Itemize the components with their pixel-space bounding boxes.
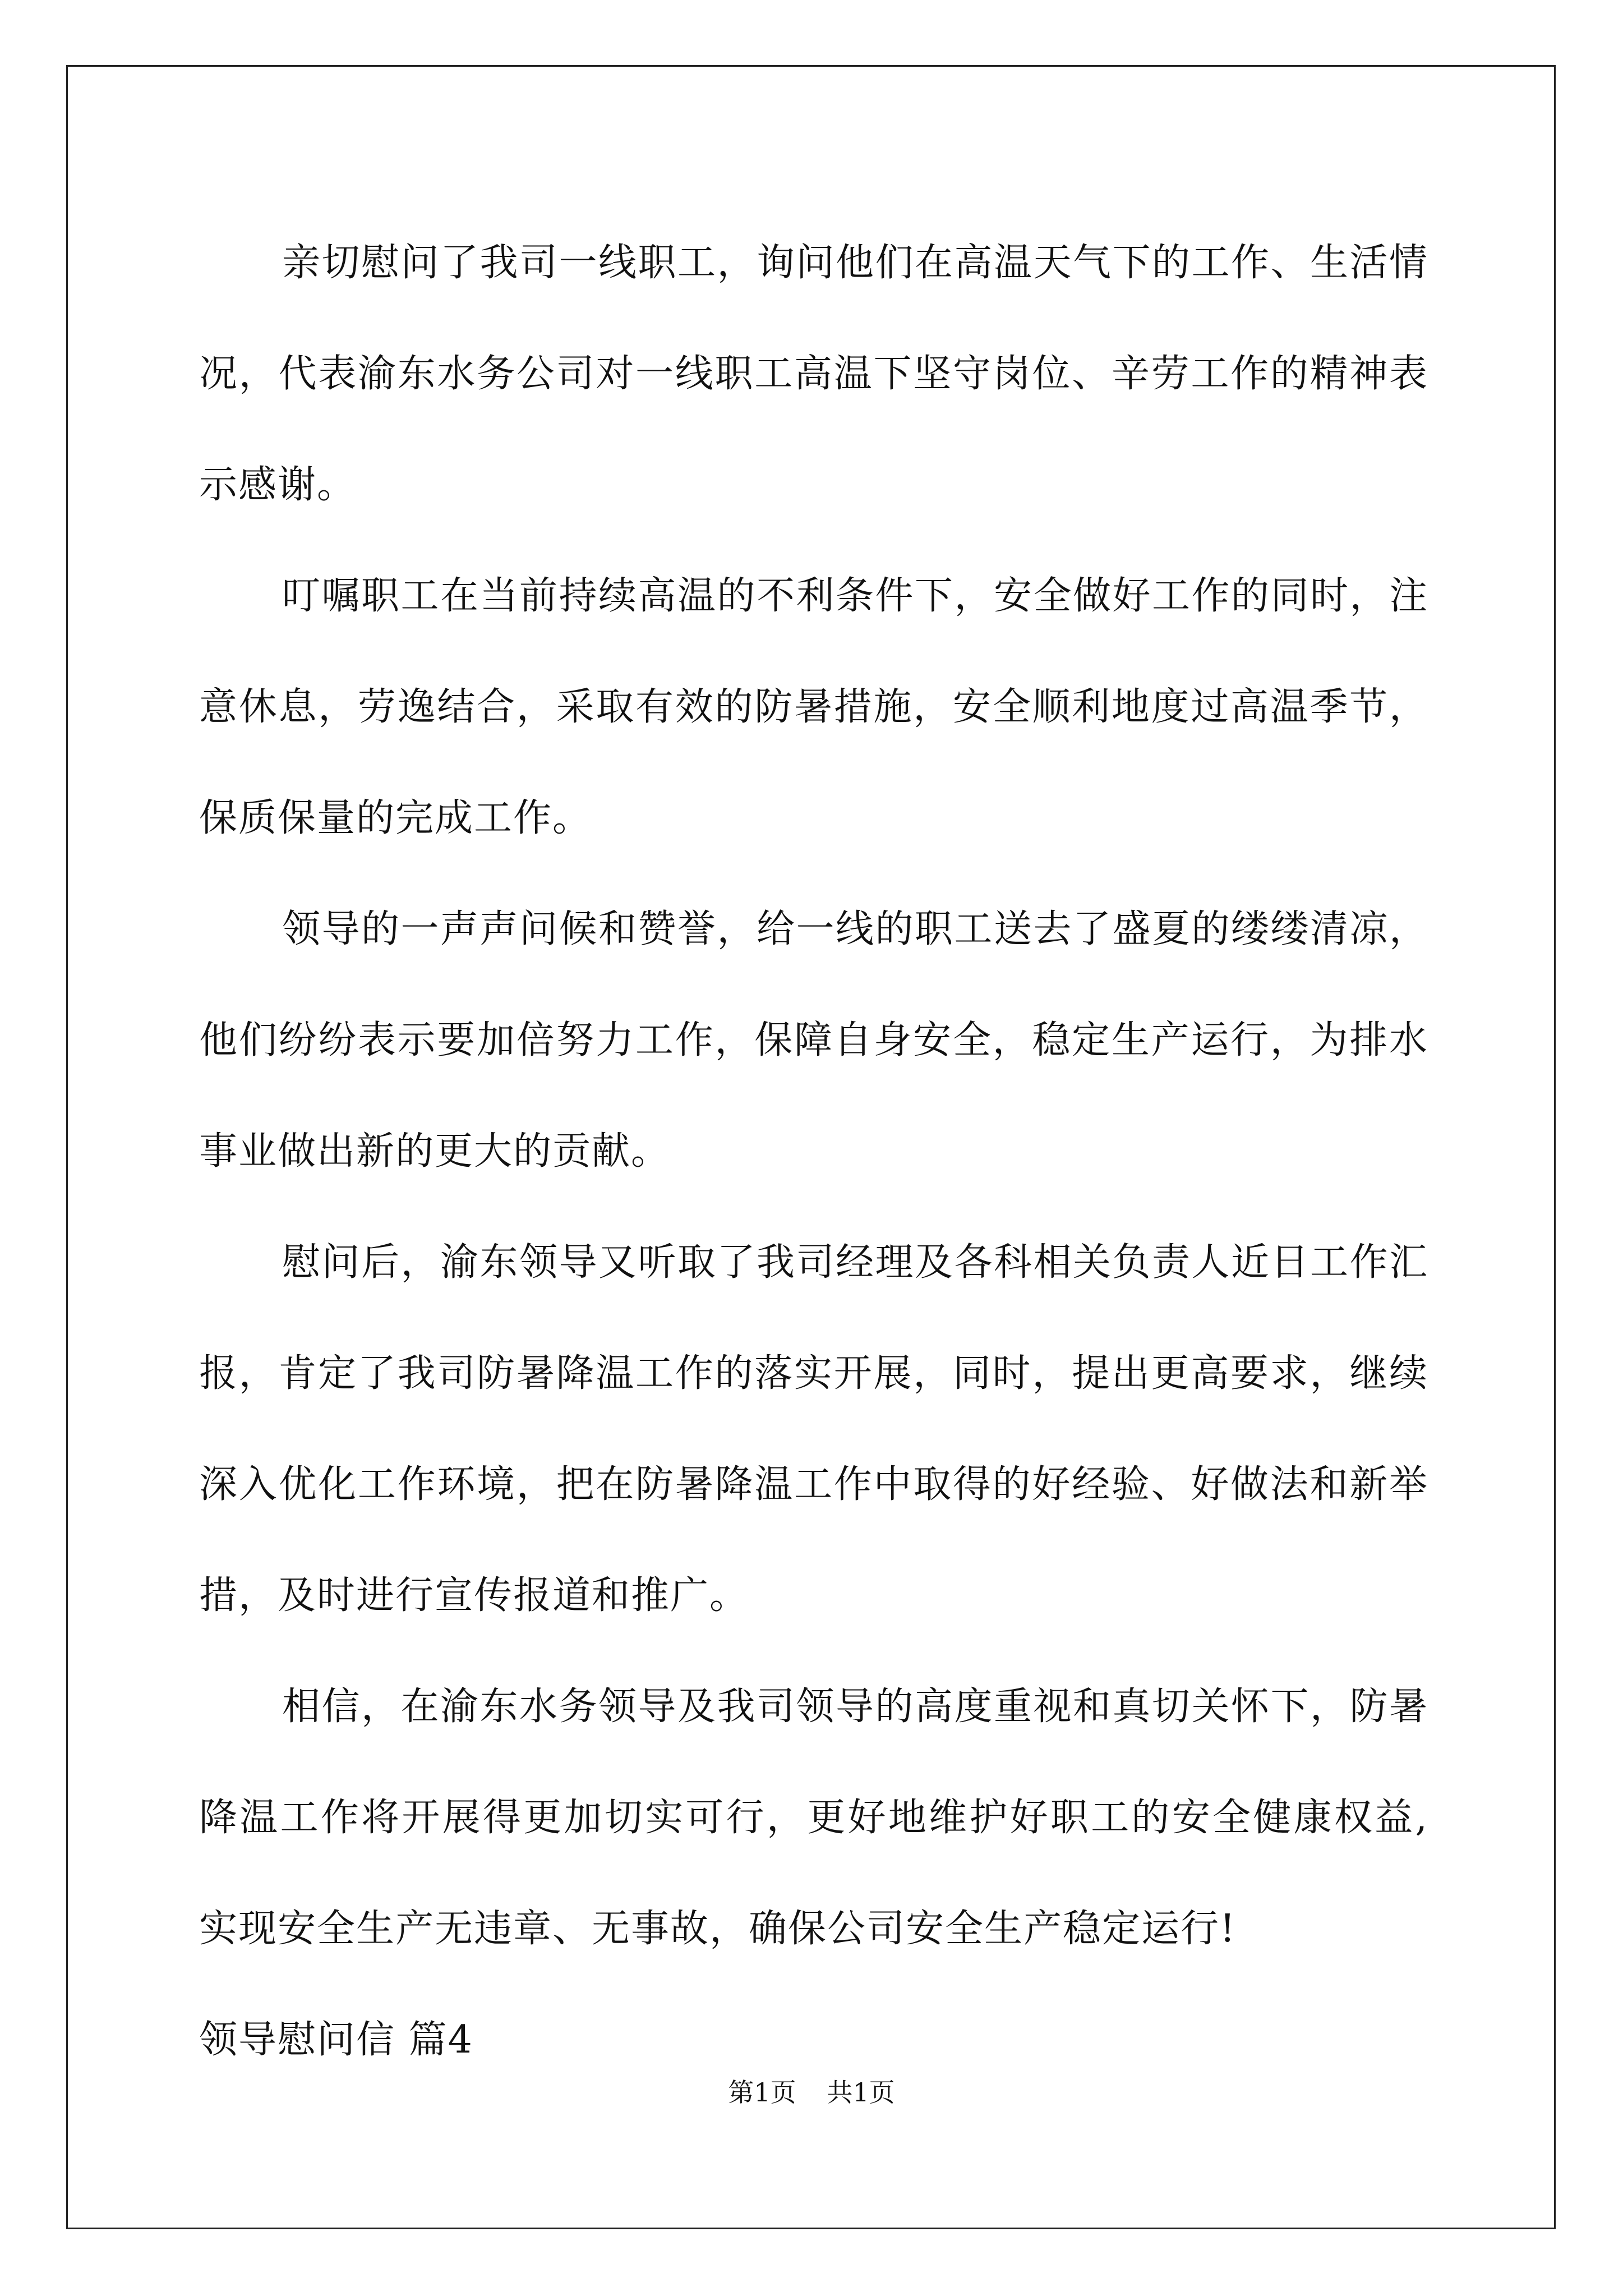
paragraph-5: 相信，在渝东水务领导及我司领导的高度重视和真切关怀下，防暑降温工作将开展得更加切实可行，更好地维护好职工的安全健康权益,实现安全生产无违章、无事故，确保公司安全生产稳定运行! (199, 1685, 1428, 1951)
page-number: 第1页 (728, 2077, 796, 2108)
paragraph-4: 慰问后，渝东领导又听取了我司经理及各科相关负责人近日工作汇报，肯定了我司防暑降温工作的落实开展，同时，提出更高要求，继续深入优化工作环境，把在防暑降温工作中取得的好经验、好做法和新举措，及时进行宣传报道和推广。 (199, 1240, 1428, 1618)
document-body (199, 208, 1428, 2096)
paragraph-2: 叮嘱职工在当前持续高温的不利条件下，安全做好工作的同时，注意休息，劳逸结合，采取有效的防暑措施，安全顺利地度过高温季节，保质保量的完成工作。 (199, 574, 1428, 840)
page-footer (0, 2076, 1623, 2109)
section-title: 领导慰问信 篇4 (199, 2018, 473, 2062)
paragraph-1: 亲切慰问了我司一线职工，询问他们在高温天气下的工作、生活情况，代表渝东水务公司对一线职工高温下坚守岗位、辛劳工作的精神表示感谢。 (199, 241, 1428, 507)
paragraph-3: 领导的一声声问候和赞誉，给一线的职工送去了盛夏的缕缕清凉，他们纷纷表示要加倍努力工作，保障自身安全，稳定生产运行，为排水事业做出新的更大的贡献。 (199, 907, 1428, 1174)
page-total: 共1页 (827, 2077, 895, 2108)
